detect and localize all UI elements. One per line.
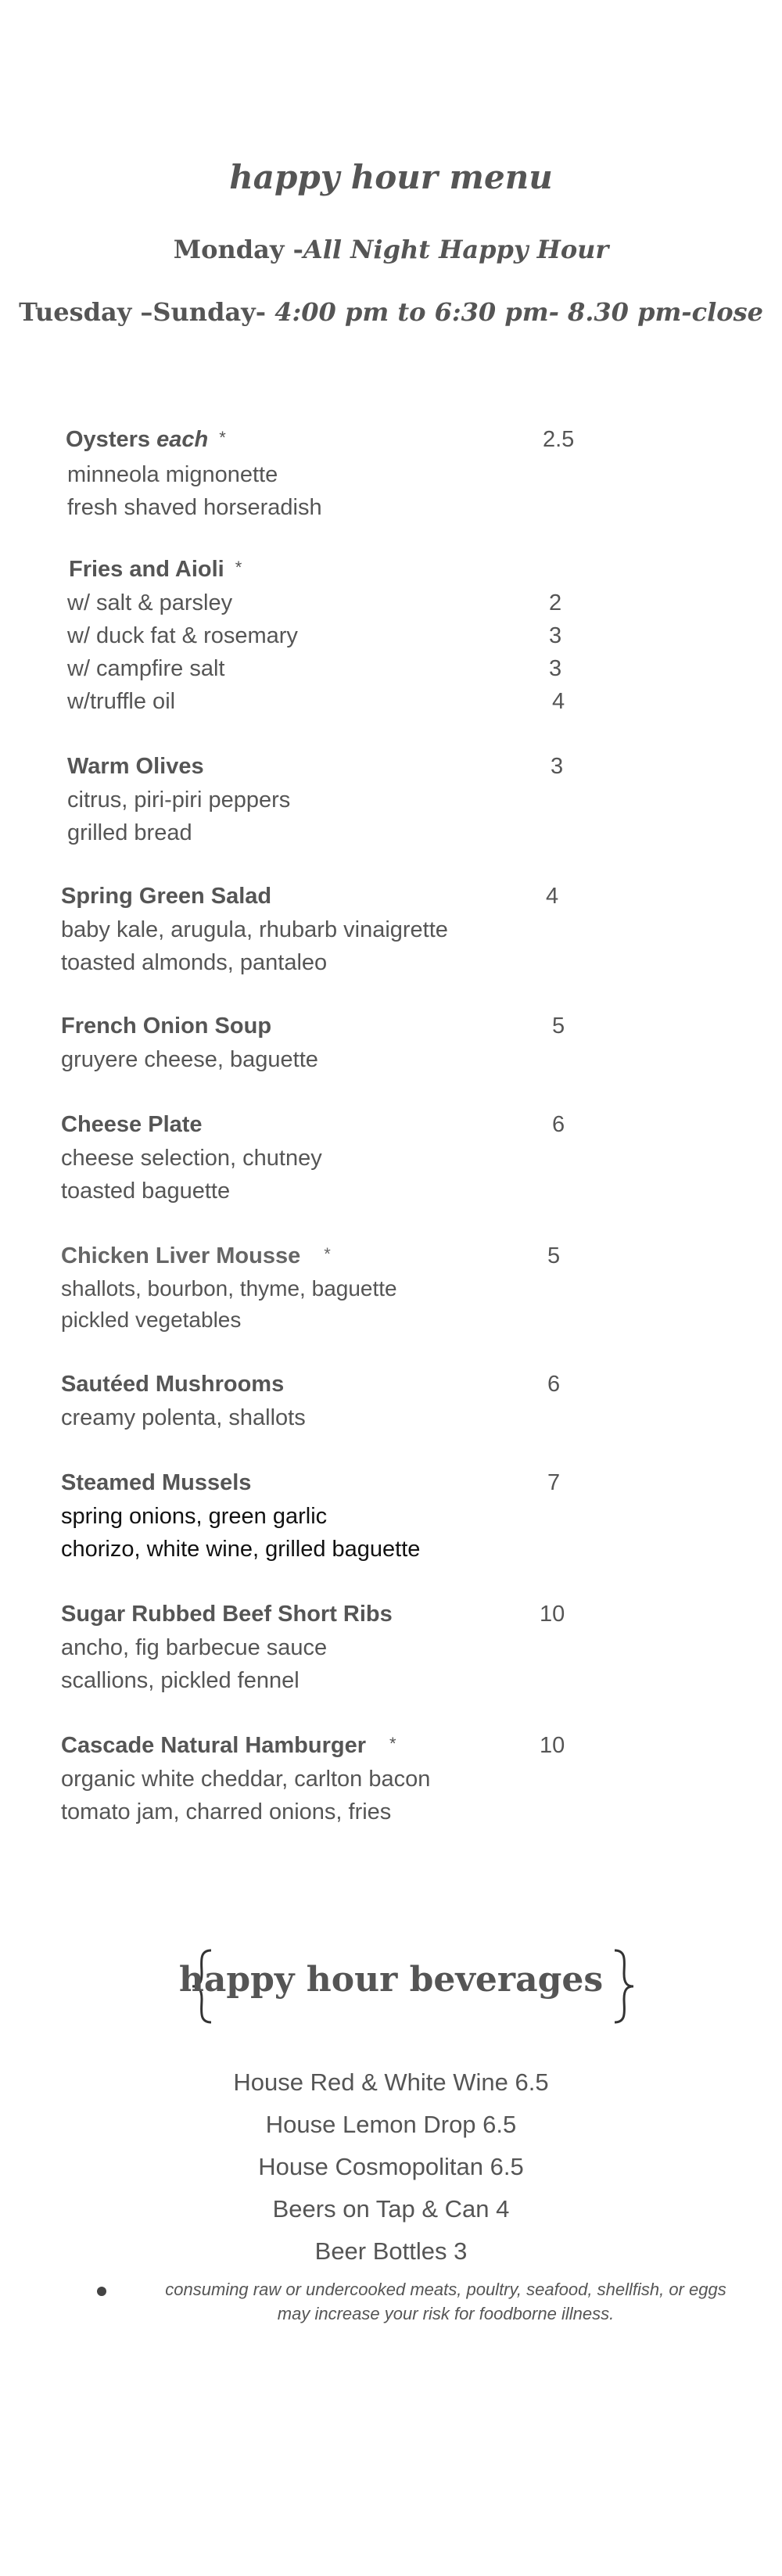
tuesday-text: 4:00 pm to 6:30 pm- 8.30 pm-close <box>274 297 763 327</box>
right-brace-icon <box>607 1947 638 2025</box>
item-description: baby kale, arugula, rhubarb vinaigrette toasted almonds, pantaleo <box>61 917 448 975</box>
beverage-item: House Cosmopolitan 6.5 <box>258 2153 524 2180</box>
item-description: organic white cheddar, carlton bacon tomato jam, charred onions, fries <box>61 1767 431 1824</box>
item-price: 2.5 <box>543 427 575 452</box>
item-description: cheese selection, chutney toasted baguette <box>61 1146 322 1204</box>
fries-option: w/ campfire salt 3 <box>67 656 562 681</box>
item-price: 7 <box>547 1470 561 1495</box>
item-price: 6 <box>552 1112 565 1137</box>
item-description: spring onions, green garlic chorizo, white wine, grilled baguette <box>61 1504 421 1562</box>
item-name: Cheese Plate <box>61 1112 203 1137</box>
item-price: 3 <box>551 754 564 779</box>
menu-title: happy hour menu <box>229 158 553 196</box>
raw-warning-star: * <box>235 558 242 577</box>
monday-hours <box>0 235 782 264</box>
bullet-icon <box>97 2287 106 2296</box>
item-description: citrus, piri-piri peppers grilled bread <box>67 788 291 845</box>
item-name: French Onion Soup <box>61 1014 272 1039</box>
item-price: 5 <box>552 1014 565 1039</box>
item-description: creamy polenta, shallots <box>61 1405 306 1430</box>
item-name: Oysters each * <box>66 427 226 452</box>
item-name: Warm Olives <box>67 754 204 779</box>
item-name: Chicken Liver Mousse * <box>61 1243 331 1268</box>
tuesday-sunday-hours <box>0 297 782 327</box>
item-price: 10 <box>540 1602 565 1627</box>
item-description: gruyere cheese, baguette <box>61 1047 318 1072</box>
foodborne-illness-disclaimer: consuming raw or undercooked meats, poultry, seafood, shellfish, or eggs may increase your risk for foodborne illness. <box>165 2280 726 2323</box>
item-name: Spring Green Salad <box>61 884 272 909</box>
item-name: Cascade Natural Hamburger * <box>61 1733 396 1758</box>
fries-option: w/ duck fat & rosemary 3 <box>67 623 562 648</box>
fries-options <box>67 587 599 718</box>
beverage-list <box>0 2061 782 2273</box>
raw-warning-star: * <box>219 428 226 447</box>
monday-prefix: Monday - <box>173 235 303 264</box>
item-name: Steamed Mussels <box>61 1470 252 1495</box>
item-price: 4 <box>546 884 559 909</box>
beverage-item: House Lemon Drop 6.5 <box>265 2111 517 2138</box>
item-price: 6 <box>547 1372 561 1397</box>
tuesday-prefix: Tuesday –Sunday- <box>19 297 275 327</box>
item-description: shallots, bourbon, thyme, baguette pickled vegetables <box>61 1276 397 1332</box>
raw-warning-star: * <box>324 1244 331 1264</box>
item-description: minneola mignonette fresh shaved horseradish <box>67 462 322 520</box>
beverage-item: Beer Bottles 3 <box>314 2237 468 2265</box>
beverages-title: happy hour beverages <box>178 1960 604 2000</box>
monday-text: All Night Happy Hour <box>303 235 609 264</box>
beverage-item: Beers on Tap & Can 4 <box>272 2195 510 2223</box>
item-price: 5 <box>547 1243 561 1268</box>
item-name: Fries and Aioli * <box>69 557 242 582</box>
fries-option: w/ salt & parsley 2 <box>67 590 562 615</box>
beverage-item: House Red & White Wine 6.5 <box>233 2068 549 2096</box>
item-price: 10 <box>540 1733 565 1758</box>
raw-warning-star: * <box>389 1734 396 1753</box>
fries-option: w/truffle oil 4 <box>67 689 565 714</box>
item-name: Sautéed Mushrooms <box>61 1372 285 1397</box>
item-name: Sugar Rubbed Beef Short Ribs <box>61 1602 393 1627</box>
item-description: ancho, fig barbecue sauce scallions, pickled fennel <box>61 1635 328 1693</box>
